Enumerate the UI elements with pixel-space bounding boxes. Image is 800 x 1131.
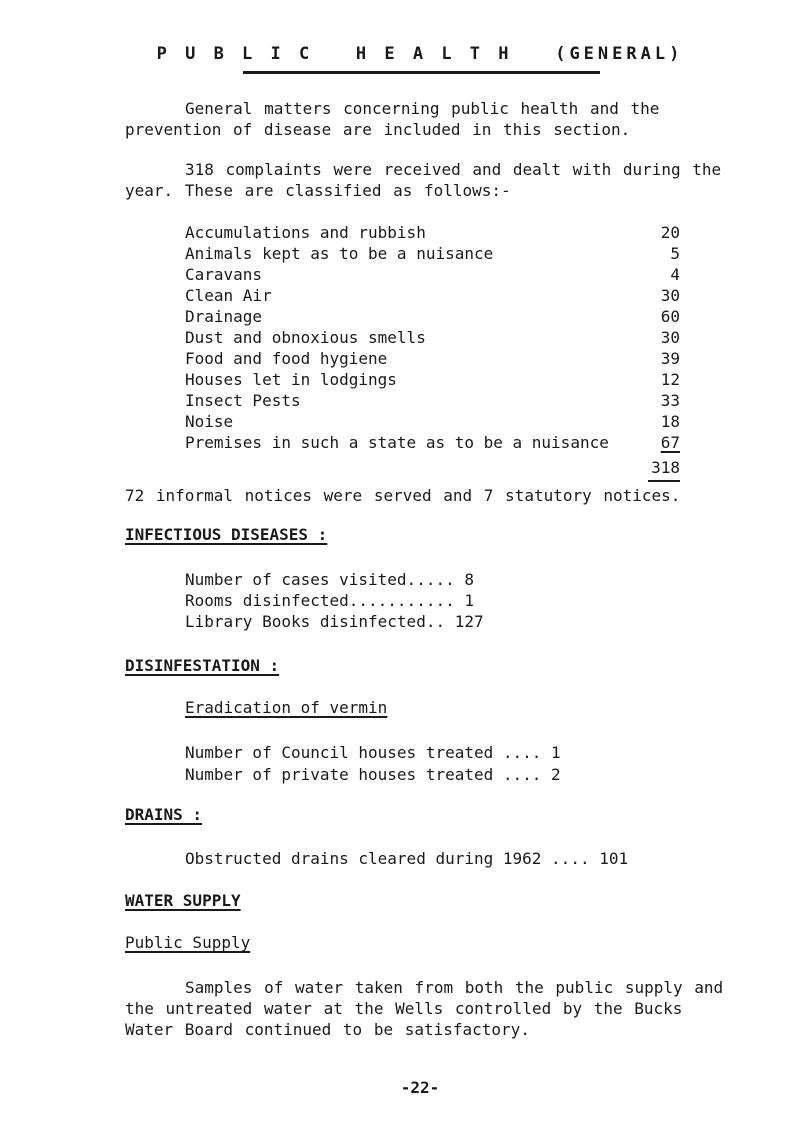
title-underline	[243, 71, 600, 74]
complaint-label: Drainage	[185, 307, 263, 326]
infectious-item: Number of cases visited..... 8	[185, 570, 474, 589]
complaint-value: 18	[660, 412, 680, 431]
complaint-value: 39	[660, 349, 680, 368]
complaint-value: 4	[670, 265, 680, 284]
page-number: -22-	[400, 1078, 440, 1097]
complaint-label: Noise	[185, 412, 234, 431]
intro-paragraph: General matters concerning public health and the prevention of disease are included in this section.	[125, 99, 660, 139]
water-paragraph: Samples of water taken from both the public supply and the untreated water at the Wells controlled by the Bucks Water Board continued to be satisfactory.	[125, 978, 724, 1039]
complaint-label: Premises in such a state as to be a nuisance	[185, 433, 609, 452]
complaint-value: 20	[660, 223, 680, 242]
disinfestation-subheading: Eradication of vermin	[185, 698, 388, 717]
complaint-value: 5	[670, 244, 680, 263]
total-underline	[648, 480, 680, 482]
complaint-label: Accumulations and rubbish	[185, 223, 426, 242]
complaint-value: 12	[660, 370, 680, 389]
complaint-value: 67	[660, 433, 680, 452]
drains-heading: DRAINS :	[125, 805, 203, 824]
complaint-label: Insect Pests	[185, 391, 301, 410]
complaint-label: Animals kept as to be a nuisance	[185, 244, 494, 263]
page-title: P U B L I C H E A L T H (GENERAL)	[156, 44, 684, 64]
complaint-label: Clean Air	[185, 286, 272, 305]
infectious-item: Library Books disinfected.. 127	[185, 612, 484, 631]
complaint-value: 60	[660, 307, 680, 326]
disinfestation-item: Number of Council houses treated .... 1	[185, 743, 561, 762]
disinfestation-item: Number of private houses treated .... 2	[185, 765, 561, 784]
complaint-label: Dust and obnoxious smells	[185, 328, 426, 347]
drains-text: Obstructed drains cleared during 1962 .... 101	[185, 849, 629, 868]
complaint-value: 33	[660, 391, 680, 410]
complaint-value: 30	[660, 328, 680, 347]
notices-text: 72 informal notices were served and 7 statutory notices.	[125, 486, 681, 505]
complaint-label: Food and food hygiene	[185, 349, 388, 368]
complaint-label: Caravans	[185, 265, 263, 284]
infectious-heading: INFECTIOUS DISEASES :	[125, 525, 328, 544]
complaints-total: 318	[651, 458, 680, 477]
water-heading: WATER SUPPLY	[125, 891, 241, 910]
complaint-value: 30	[660, 286, 680, 305]
complaint-label: Houses let in lodgings	[185, 370, 397, 389]
water-subheading: Public Supply	[125, 933, 251, 952]
infectious-item: Rooms disinfected........... 1	[185, 591, 474, 610]
disinfestation-heading: DISINFESTATION :	[125, 656, 280, 675]
complaints-intro: 318 complaints were received and dealt with during the year. These are classified as follows:-	[125, 160, 722, 200]
